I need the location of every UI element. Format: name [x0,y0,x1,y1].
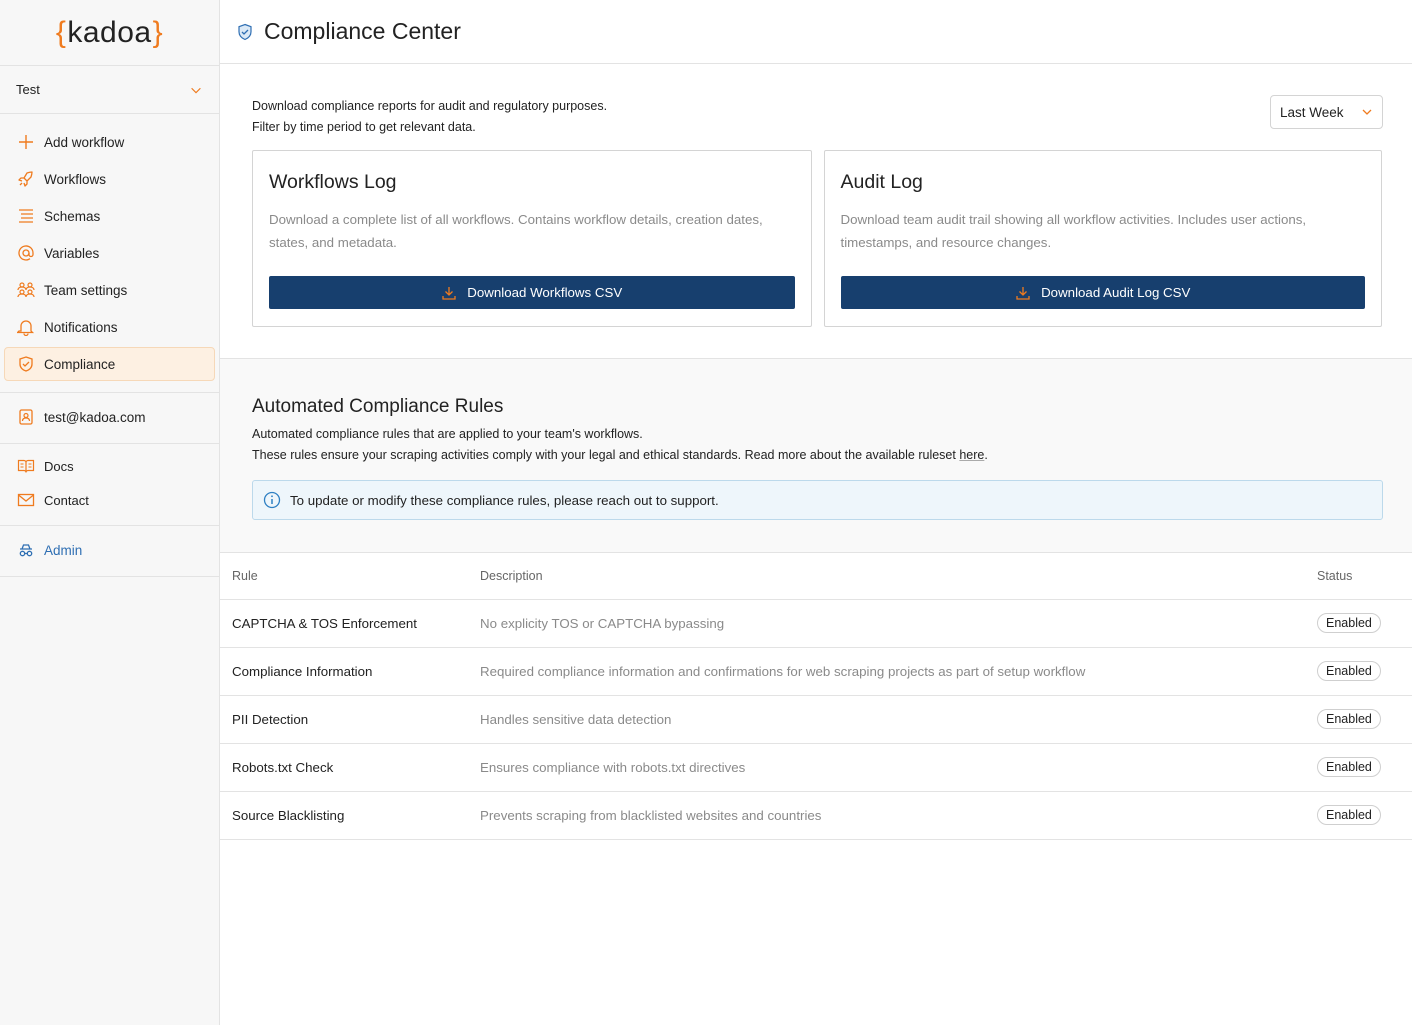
rule-description: Prevents scraping from blacklisted websites and countries [480,791,1317,839]
rule-name: Source Blacklisting [220,791,480,839]
shield-check-icon [236,23,254,41]
rule-description: Ensures compliance with robots.txt directives [480,743,1317,791]
rule-status-cell [1317,791,1412,839]
nav-compliance-label: Compliance [44,356,116,372]
rule-name: CAPTCHA & TOS Enforcement [220,599,480,647]
reports-intro-line2: Filter by time period to get relevant data. [252,120,476,134]
column-header-rule: Rule [220,553,480,599]
sidebar [0,0,220,1025]
ruleset-link[interactable]: here [959,448,985,462]
workflows-log-title: Workflows Log [269,171,397,193]
rule-status-cell [1317,743,1412,791]
kadoa-logo[interactable] [0,0,219,66]
rule-description: No explicity TOS or CAPTCHA bypassing [480,599,1317,647]
rule-name: Robots.txt Check [220,743,480,791]
table-row [220,695,1412,743]
account-email: test@kadoa.com [44,409,146,425]
status-badge: Enabled [1317,661,1381,681]
period-select[interactable] [1270,95,1383,129]
table-row [220,743,1412,791]
chevron-down-icon [1361,106,1373,118]
rules-table-header [220,553,1412,599]
nav-add-workflow-label: Add workflow [44,134,125,150]
table-row [220,599,1412,647]
nav-schemas[interactable] [4,199,215,233]
main-content [220,0,1412,1025]
shield-check-icon [17,355,35,373]
page-title: Compliance Center [264,18,461,44]
table-row [220,791,1412,839]
report-cards [252,150,1382,327]
rule-status-cell [1317,647,1412,695]
compliance-rules-description [252,424,1383,466]
rules-table [220,553,1412,840]
audit-log-title: Audit Log [840,171,923,193]
reports-intro-line1: Download compliance reports for audit and regulatory purposes. [252,99,608,113]
rocket-icon [17,170,35,188]
mail-icon [17,491,35,509]
info-banner [252,480,1383,520]
plus-icon [17,133,35,151]
workflows-log-description: Download a complete list of all workflows. Contains workflow details, creation dates, states, and metadata. [269,212,763,250]
team-selector-value: Test [16,82,40,97]
book-icon [17,457,35,475]
status-badge: Enabled [1317,613,1381,633]
period-select-value: Last Week [1280,104,1344,120]
team-icon [17,281,35,299]
compliance-rules-title: Automated Compliance Rules [252,396,504,417]
rule-name: Compliance Information [220,647,480,695]
rule-status-cell [1317,695,1412,743]
nav-contact-label: Contact [44,492,89,508]
user-card-icon [17,408,35,426]
compliance-rules-desc-line1: Automated compliance rules that are applied to your team's workflows. [252,427,643,441]
nav-team-settings[interactable] [4,273,215,307]
nav-schemas-label: Schemas [44,208,101,224]
nav-notifications[interactable] [4,310,215,344]
list-icon [17,207,35,225]
rule-description: Handles sensitive data detection [480,695,1317,743]
rule-name: PII Detection [220,695,480,743]
account-email-item[interactable] [4,400,215,434]
column-header-description: Description [480,553,1317,599]
download-workflows-csv-button[interactable] [269,276,795,309]
rule-status-cell [1317,599,1412,647]
nav-compliance[interactable] [4,347,215,381]
download-audit-log-csv-button[interactable] [841,276,1366,309]
page-header [220,0,1412,64]
team-selector[interactable] [0,66,219,114]
info-banner-text: To update or modify these compliance rules, please reach out to support. [290,492,719,508]
chevron-down-icon [189,83,203,97]
account-section [0,393,219,444]
compliance-rules-desc-line2 [252,445,1383,466]
status-badge: Enabled [1317,805,1381,825]
admin-section [0,526,219,577]
status-badge: Enabled [1317,709,1381,729]
logo-wordmark: kadoa [67,15,152,49]
workflows-log-card [252,150,812,327]
compliance-rules-header [220,359,1412,553]
audit-log-card [824,150,1383,327]
nav-team-settings-label: Team settings [44,282,128,298]
nav-variables-label: Variables [44,245,100,261]
at-sign-icon [17,244,35,262]
logo-brace-close: } [152,15,164,49]
nav-admin[interactable] [4,533,215,567]
reports-intro [252,96,1382,138]
info-icon [263,491,281,509]
reports-section [220,64,1412,359]
nav-workflows[interactable] [4,162,215,196]
compliance-rules-desc-end: . [984,448,988,462]
nav-docs-label: Docs [44,458,74,474]
download-audit-log-csv-label: Download Audit Log CSV [1041,285,1191,300]
status-badge: Enabled [1317,757,1381,777]
rule-description: Required compliance information and confirmations for web scraping projects as part of setup workflow [480,647,1317,695]
download-icon [1015,285,1031,301]
nav-notifications-label: Notifications [44,319,118,335]
table-row [220,647,1412,695]
nav-admin-label: Admin [44,542,83,558]
help-section [0,444,219,526]
nav-docs[interactable] [4,451,215,481]
column-header-status: Status [1317,553,1412,599]
download-icon [441,285,457,301]
audit-log-description: Download team audit trail showing all workflow activities. Includes user actions, timestamps, and resource changes. [840,212,1307,250]
nav-contact[interactable] [4,485,215,515]
nav-variables[interactable] [4,236,215,270]
incognito-icon [17,541,35,559]
logo-brace-open: { [55,15,67,49]
main-nav [0,114,219,393]
bell-icon [17,318,35,336]
download-workflows-csv-label: Download Workflows CSV [467,285,623,300]
nav-add-workflow[interactable] [4,125,215,159]
nav-workflows-label: Workflows [44,171,107,187]
compliance-rules-desc-text: These rules ensure your scraping activities comply with your legal and ethical standards. Read more about the available ruleset [252,448,960,462]
